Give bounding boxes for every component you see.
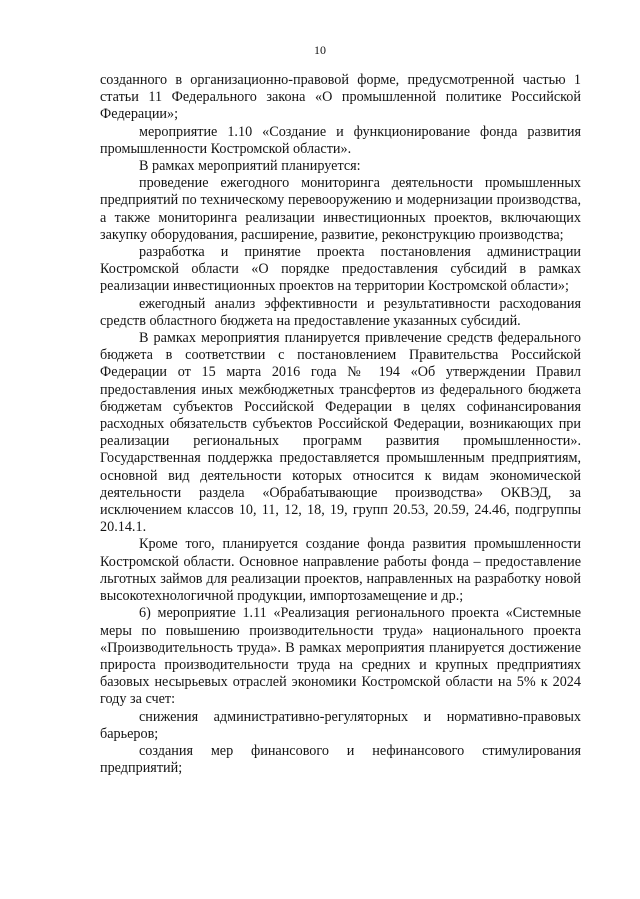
document-body	[100, 72, 581, 777]
paragraph: В рамках мероприятий планируется:	[139, 158, 361, 175]
paragraph: ежегодный анализ эффективности и результативности расходования средств областного бюджета на предоставление указанных субсидий.	[100, 295, 581, 329]
paragraph: мероприятие 1.10 «Создание и функционирование фонда развития промышленности Костромской области».	[100, 123, 581, 157]
paragraph: В рамках мероприятия планируется привлечение средств федерального бюджета в соответствии с постановлением Правительства Российской Федерации от 15 марта 2016 года № 194 «Об утверждении Правил предоставления иных межбюджетных трансфертов из федерального бюджета бюджетам субъектов Российской Федерации в целях софинансирования расходных обязательств субъектов Российской Федерации, возникающих при реализации региональных программ развития промышленности». Государственная поддержка предоставляется промышленным предприятиям, основной вид деятельности которых относится к видам экономической деятельности раздела «Обрабатывающие производства» ОКВЭД, за исключением классов 10, 11, 12, 18, 19, групп 20.53, 20.59, 24.46, подгруппы 20.14.1.	[100, 330, 581, 536]
paragraph: проведение ежегодного мониторинга деятельности промышленных предприятий по техническому перевооружению и модернизации производства, а также мониторинга реализации инвестиционных проектов, включающих закупку оборудования, расширение, развитие, реконструкцию производства;	[100, 175, 581, 243]
page-number: 10	[314, 43, 326, 57]
paragraph: создания мер финансового и нефинансового стимулирования предприятий;	[100, 742, 581, 777]
paragraph: 6) мероприятие 1.11 «Реализация регионального проекта «Системные меры по повышению производительности труда» национального проекта «Производительность труда». В рамках мероприятия планируется достижение прироста производительности труда на средних и крупных предприятиях базовых несырьевых отраслей экономики Костромской области на 5% к 2024 году за счет:	[100, 605, 581, 708]
paragraph: Кроме того, планируется создание фонда развития промышленности Костромской области. Основное направление работы фонда – предоставление льготных займов для реализации проектов, направленных на разработку новой высокотехнологичной продукции, импортозамещение и др.;	[100, 536, 581, 605]
paragraph: разработка и принятие проекта постановления администрации Костромской области «О порядке предоставления субсидий в рамках реализации инвестиционных проектов на территории Костромской области»;	[100, 244, 581, 295]
paragraph: снижения административно-регуляторных и нормативно-правовых барьеров;	[100, 708, 581, 742]
paragraph: созданного в организационно-правовой форме, предусмотренной частью 1 статьи 11 Федерального закона «О промышленной политике Российской Федерации»;	[100, 72, 581, 123]
